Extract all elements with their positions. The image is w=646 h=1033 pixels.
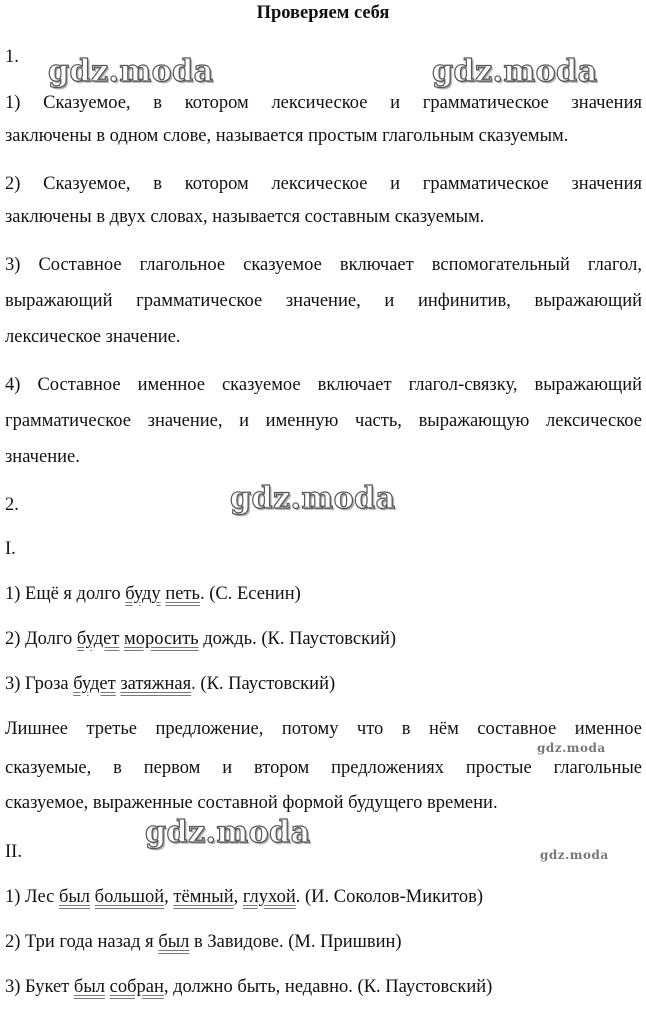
predicate-word: буду — [125, 584, 161, 604]
sentence-text: . (К. Паустовский) — [191, 674, 336, 694]
predicate-word: тёмный — [173, 887, 234, 907]
sentence-text: 1) Ещё я долго — [5, 584, 126, 604]
roman-numeral: II. — [5, 842, 22, 862]
watermark-small: gdz.moda — [540, 848, 609, 862]
text-line: 4) Составное именное сказуемое включает глагол-связку, выражающий — [5, 375, 642, 395]
sentence-text: , — [233, 887, 243, 907]
watermark-logo: gdz.moda — [145, 815, 311, 850]
watermark-logo: gdz.moda — [230, 481, 396, 516]
text-line: 1) Сказуемое, в котором лексическое и грамматическое значения — [5, 93, 642, 113]
example-sentence — [5, 582, 642, 606]
sentence-text: 1) Лес — [5, 887, 59, 907]
page-title: Проверяем себя — [256, 3, 390, 23]
text-line: Лишнее третье предложение, потому что в нём составное именное — [5, 719, 642, 739]
predicate-word: был — [58, 887, 91, 907]
text-line: выражающий грамматическое значение, и инфинитив, выражающий — [5, 291, 642, 311]
sentence-text: . (С. Есенин) — [199, 584, 301, 604]
sentence-text: 2) Три года назад я — [5, 932, 159, 952]
sentence-text: дождь. (К. Паустовский) — [198, 629, 397, 649]
section-number: 1. — [5, 47, 19, 67]
predicate-word: моросить — [124, 629, 199, 649]
predicate-word: большой — [94, 887, 165, 907]
sentence-text: 3) Гроза — [5, 674, 74, 694]
example-sentence — [5, 627, 642, 651]
predicate-word: был — [158, 932, 190, 952]
example-sentence — [5, 885, 642, 909]
text-line: сказуемое, выраженные составной формой будущего времени. — [5, 793, 498, 813]
predicate-word: затяжная — [120, 674, 192, 694]
sentence-text: 3) Букет — [5, 977, 74, 997]
example-sentence — [5, 672, 642, 696]
sentence-text: 2) Долго — [5, 629, 77, 649]
predicate-word: будет — [73, 674, 116, 694]
text-line: значение. — [5, 447, 80, 467]
text-line: сказуемые, в первом и втором предложениях простые глагольные — [5, 758, 642, 778]
sentence-text: в Завидове. (М. Пришвин) — [189, 932, 402, 952]
sentence-text: , должно быть, недавно. (К. Паустовский) — [163, 977, 493, 997]
predicate-word: будет — [76, 629, 120, 649]
sentence-text: , — [164, 887, 174, 907]
predicate-word: глухой — [242, 887, 296, 907]
example-sentence — [5, 930, 642, 954]
text-line: 2) Сказуемое, в котором лексическое и грамматическое значения — [5, 174, 642, 194]
roman-numeral: I. — [5, 539, 16, 559]
watermark-logo: gdz.moda — [432, 54, 598, 89]
predicate-word: собран — [109, 977, 164, 997]
text-line: заключены в одном слове, называется простым глагольным сказуемым. — [5, 126, 569, 146]
example-sentence — [5, 975, 642, 999]
watermark-small: gdz.moda — [537, 741, 606, 755]
text-line: заключены в двух словах, называется составным сказуемым. — [5, 207, 485, 227]
predicate-word: был — [73, 977, 105, 997]
text-line: 3) Составное глагольное сказуемое включает вспомогательный глагол, — [5, 255, 642, 275]
sentence-text: . (И. Соколов-Микитов) — [295, 887, 483, 907]
predicate-word: петь — [165, 584, 200, 604]
text-line: грамматическое значение, и именную часть, выражающую лексическое — [5, 411, 642, 431]
section-number: 2. — [5, 495, 19, 515]
text-line: лексическое значение. — [5, 327, 181, 347]
watermark-logo: gdz.moda — [48, 54, 214, 89]
